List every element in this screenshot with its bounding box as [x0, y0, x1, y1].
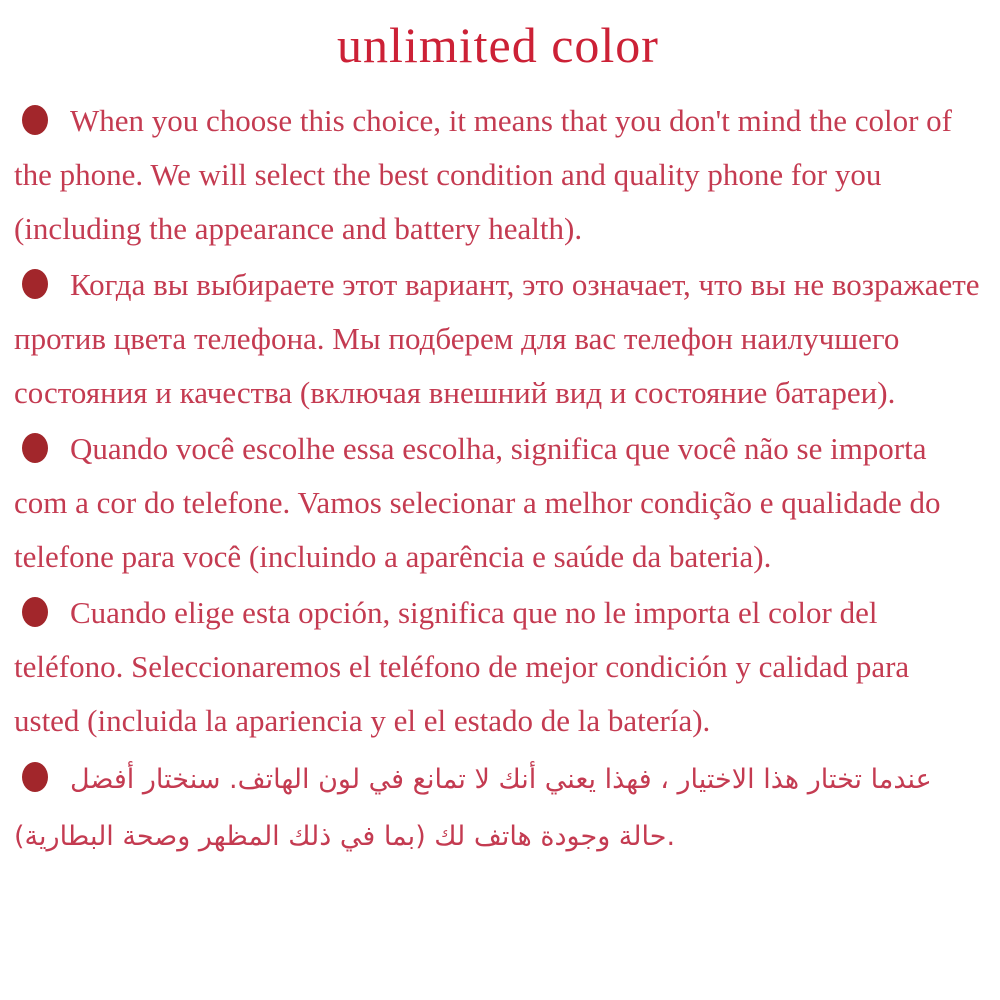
paragraph-arabic-text: عندما تختار هذا الاختيار ، فهذا يعني أنك لا تمانع في لون الهاتف. سنختار أفضل حالة وجودة هاتف لك (بما في ذلك المظهر وصحة البطارية). — [14, 763, 932, 852]
paragraph-russian-text: Когда вы выбираете этот вариант, это означает, что вы не возражаете против цвета телефона. Мы подберем для вас телефон наилучшего состояния и качества (включая внешний вид и состояние батареи). — [14, 266, 980, 410]
bullet-icon — [22, 105, 48, 135]
paragraph-portuguese-text: Quando você escolhe essa escolha, significa que você não se importa com a cor do telefone. Vamos selecionar a melhor condição e qualidade do telefone para você (incluindo a aparência e saúde da bateria). — [14, 430, 941, 574]
bullet-icon — [22, 269, 48, 299]
paragraph-spanish-text: Cuando elige esta opción, significa que no le importa el color del teléfono. Seleccionaremos el teléfono de mejor condición y calidad para usted (incluida la apariencia y el el estado de la batería). — [14, 594, 910, 738]
page-title: unlimited color — [337, 17, 659, 73]
paragraph-russian — [14, 258, 982, 420]
bullet-icon — [22, 433, 48, 463]
paragraph-english — [14, 94, 982, 256]
bullet-icon — [22, 597, 48, 627]
paragraph-arabic — [14, 750, 982, 864]
paragraph-portuguese — [14, 422, 982, 584]
bullet-icon — [22, 762, 48, 792]
paragraph-spanish — [14, 586, 982, 748]
paragraph-english-text: When you choose this choice, it means that you don't mind the color of the phone. We will select the best condition and quality phone for you (including the appearance and battery health). — [14, 102, 953, 246]
